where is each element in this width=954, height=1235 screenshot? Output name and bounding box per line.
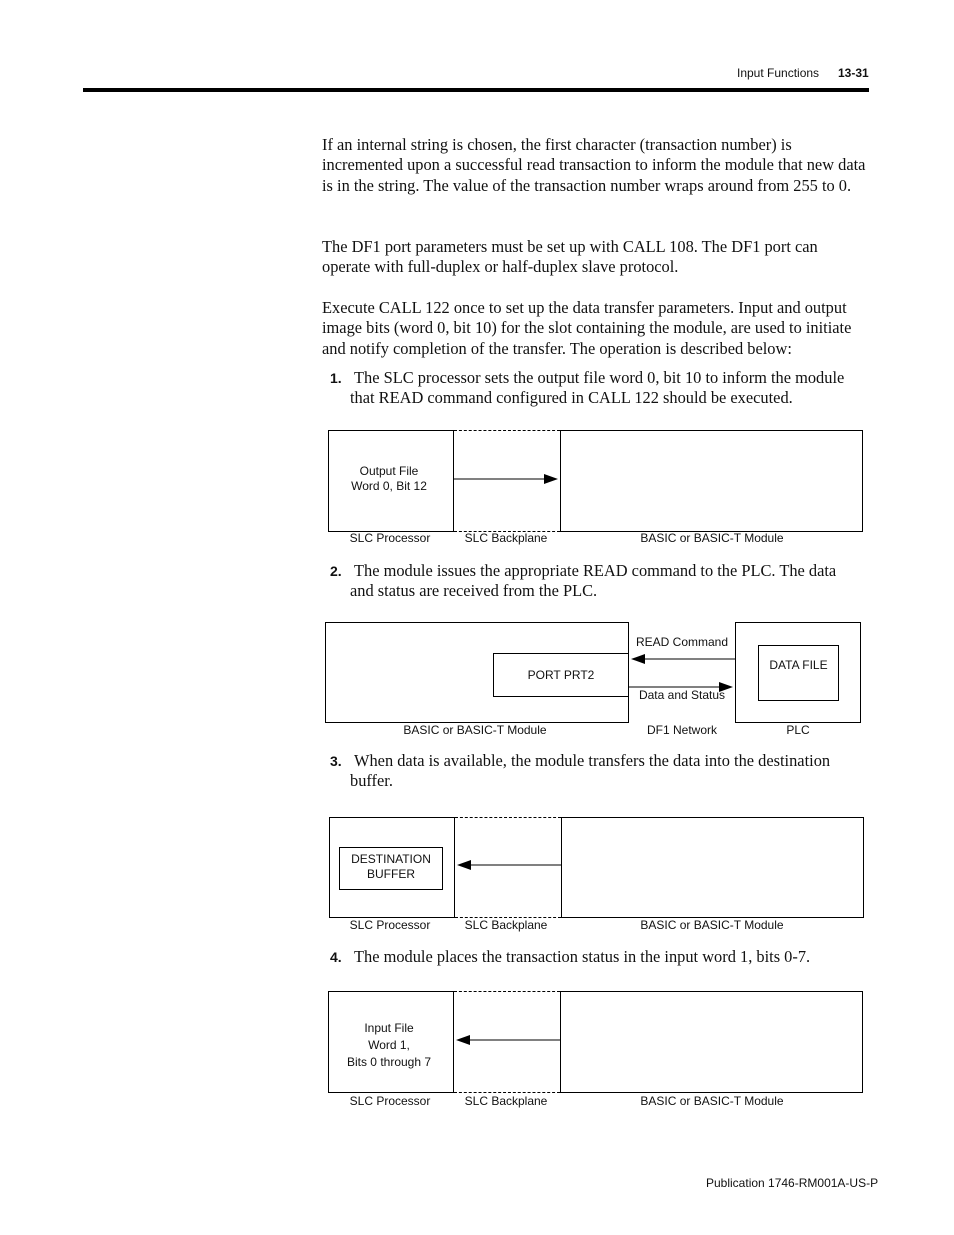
basic-module-box — [561, 817, 864, 918]
destination-buffer-box — [339, 847, 443, 890]
header-section-title: Input Functions — [737, 66, 820, 80]
box-text-line2: BUFFER — [367, 867, 415, 881]
step-number: 4. — [330, 949, 342, 965]
read-command-label: READ Command — [635, 635, 729, 649]
step-number: 1. — [330, 370, 342, 386]
arrow-left-icon — [629, 650, 735, 668]
footer-publication: Publication 1746-RM001A-US-P — [706, 1176, 879, 1190]
step-text-line1: The module places the transaction status in the input word 1, bits 0-7. — [354, 947, 811, 966]
data-file-box: DATA FILE — [758, 645, 839, 701]
label-df1-network: DF1 Network — [646, 723, 717, 737]
basic-module-box — [560, 430, 863, 532]
label-slc-processor: SLC Processor — [349, 1094, 431, 1108]
step-number: 3. — [330, 753, 342, 769]
label-basic-module: BASIC or BASIC-T Module — [640, 531, 784, 545]
box-text-line2: Word 1, — [368, 1038, 410, 1052]
backplane-dash-top — [455, 817, 561, 818]
box-text-line1: DESTINATION — [351, 852, 431, 866]
header-rule — [83, 88, 869, 92]
port-prt2-box: PORT PRT2 — [493, 653, 629, 697]
step-1 — [330, 368, 870, 409]
input-file-label — [328, 1020, 450, 1071]
label-basic-module: BASIC or BASIC-T Module — [640, 1094, 784, 1108]
box-text-line3: Bits 0 through 7 — [346, 1055, 432, 1069]
label-basic-module: BASIC or BASIC-T Module — [403, 723, 547, 737]
label-slc-backplane: SLC Backplane — [464, 531, 548, 545]
step-4 — [330, 947, 870, 967]
label-slc-processor: SLC Processor — [349, 918, 431, 932]
step-number: 2. — [330, 563, 342, 579]
step-text-line2: that READ command configured in CALL 122 should be executed. — [350, 388, 793, 408]
backplane-dash-bottom — [454, 1092, 560, 1093]
paragraph-internal-string: If an internal string is chosen, the first character (transaction number) is incremented upon a successful read transaction to inform the module that new data is in the string. The value of the transaction number wraps around from 255 to 0. — [322, 135, 866, 195]
step-text-line1: When data is available, the module transfers the data into the destination — [354, 751, 831, 770]
step-text-line1: The SLC processor sets the output file word 0, bit 10 to inform the module — [354, 368, 845, 387]
label-slc-backplane: SLC Backplane — [464, 918, 548, 932]
step-2 — [330, 561, 870, 602]
basic-module-box — [560, 991, 863, 1093]
backplane-dash-top — [454, 991, 560, 992]
step-3 — [330, 751, 870, 792]
arrow-left-icon — [454, 1031, 560, 1049]
label-basic-module: BASIC or BASIC-T Module — [640, 918, 784, 932]
step-text-line1: The module issues the appropriate READ command to the PLC. The data — [354, 561, 837, 580]
paragraph-call-122: Execute CALL 122 once to set up the data transfer parameters. Input and output image bits (word 0, bit 10) for the slot containing the module, are used to initiate and notify completion of the transfer. The operation is described below: — [322, 298, 852, 358]
data-and-status-label: Data and Status — [638, 688, 726, 702]
label-slc-backplane: SLC Backplane — [464, 1094, 548, 1108]
arrow-left-icon — [455, 856, 561, 874]
paragraph-df1-port: The DF1 port parameters must be set up with CALL 108. The DF1 port can operate with full-duplex or half-duplex slave protocol. — [322, 237, 818, 277]
step-text-line2: buffer. — [350, 771, 393, 791]
step-text-line2: and status are received from the PLC. — [350, 581, 598, 601]
label-slc-processor: SLC Processor — [349, 531, 431, 545]
header-page-number: 13-31 — [838, 66, 869, 80]
box-text-line2: Word 0, Bit 12 — [351, 479, 427, 493]
label-plc: PLC — [786, 723, 810, 737]
output-file-label — [328, 464, 450, 494]
backplane-dash-top — [454, 430, 560, 431]
arrow-right-icon — [454, 470, 560, 488]
box-text-line1: Output File — [359, 464, 419, 478]
box-text-line1: Input File — [364, 1021, 414, 1035]
